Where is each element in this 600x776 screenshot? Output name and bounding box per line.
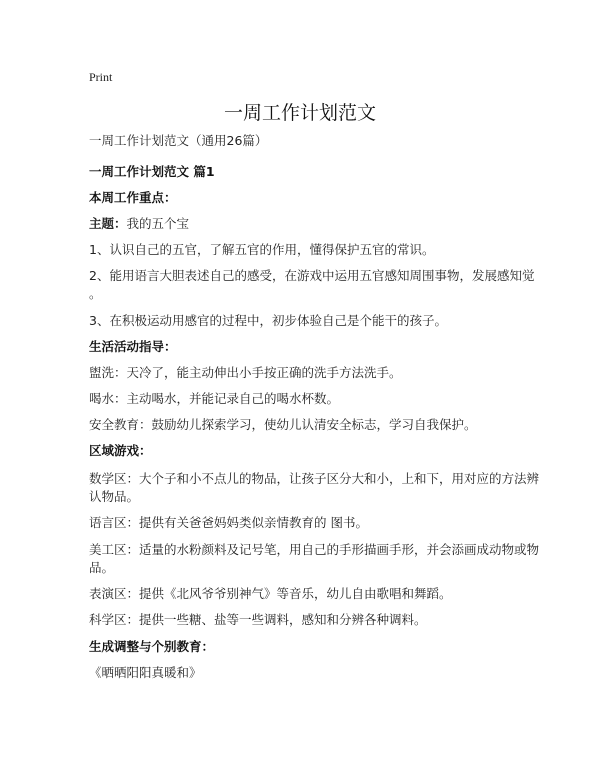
focus-heading: 本周工作重点： bbox=[89, 190, 177, 205]
focus-item: 3、在积极运动用感官的过程中，初步体验自己是个能干的孩子。 bbox=[89, 313, 447, 328]
theme-value: 我的五个宝 bbox=[126, 216, 190, 231]
document-subtitle: 一周工作计划范文（通用26篇） bbox=[89, 133, 268, 148]
area-item: 表演区：提供《北风爷爷别神气》等音乐，幼儿自由歌唱和舞蹈。 bbox=[89, 586, 452, 601]
theme-line bbox=[89, 214, 519, 233]
part-heading: 一周工作计划范文 篇1 bbox=[89, 164, 215, 179]
area-item: 科学区：提供一些糖、盐等一些调料，感知和分辨各种调料。 bbox=[89, 612, 427, 627]
print-link[interactable]: Print bbox=[89, 70, 113, 84]
focus-item-continuation: 。 bbox=[89, 286, 102, 301]
area-item-continuation: 认物品。 bbox=[89, 489, 140, 504]
life-item: 安全教育：鼓励幼儿探索学习，使幼儿认清安全标志，学习自我保护。 bbox=[89, 417, 477, 432]
life-item: 喝水：主动喝水，并能记录自己的喝水杯数。 bbox=[89, 391, 340, 406]
theme-label: 主题： bbox=[89, 216, 127, 231]
document-title: 一周工作计划范文 bbox=[223, 102, 376, 124]
adjust-item: 《晒晒阳阳真暖和》 bbox=[89, 665, 202, 680]
life-item: 盥洗：天冷了，能主动伸出小手按正确的洗手方法洗手。 bbox=[89, 365, 402, 380]
life-heading: 生活活动指导： bbox=[89, 339, 177, 354]
area-heading: 区域游戏： bbox=[89, 443, 152, 458]
adjust-heading: 生成调整与个别教育： bbox=[89, 639, 215, 654]
area-item: 美工区：适量的水粉颜料及记号笔，用自己的手形描画手形，并会添画成动物或物 bbox=[89, 542, 540, 557]
area-item: 语言区：提供有关爸爸妈妈类似亲情教育的 图书。 bbox=[89, 515, 368, 530]
area-item-continuation: 品。 bbox=[89, 560, 115, 575]
area-item: 数学区：大个子和小不点儿的物品，让孩子区分大和小，上和下，用对应的方法辨 bbox=[89, 471, 540, 486]
focus-item: 2、能用语言大胆表述自己的感受，在游戏中运用五官感知周围事物，发展感知觉 bbox=[89, 268, 535, 283]
focus-item: 1、认识自己的五官，了解五官的作用，懂得保护五官的常识。 bbox=[89, 242, 435, 257]
